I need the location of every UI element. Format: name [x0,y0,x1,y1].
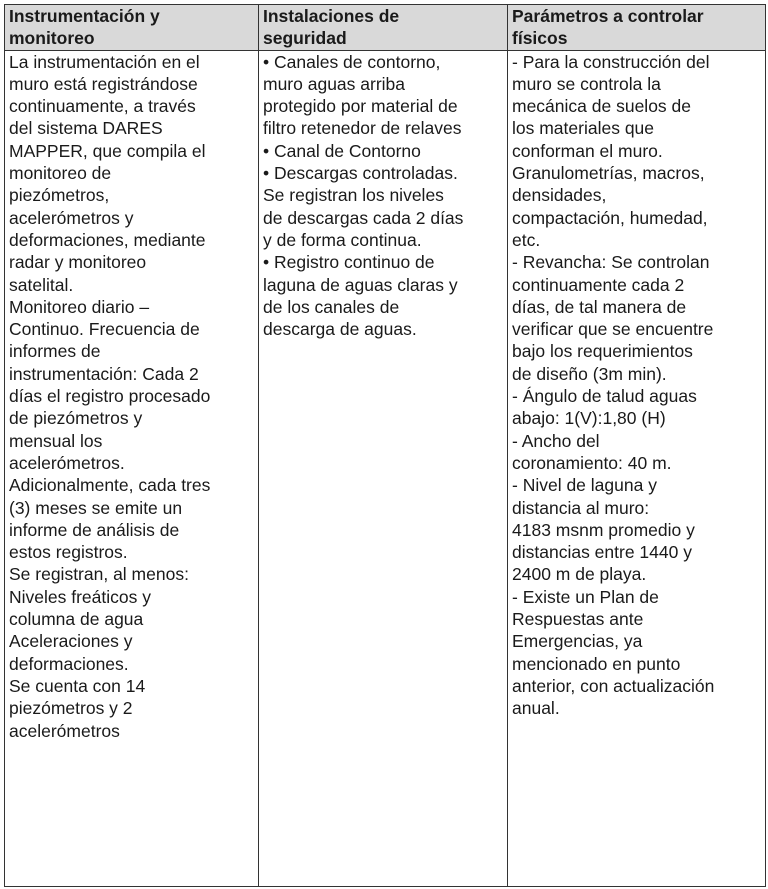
text-line: acelerómetros [9,720,120,741]
text-line: protegido por material de [263,96,458,117]
text-line: 2400 m de playa. [512,564,647,585]
text-line: Continuo. Frecuencia de [9,319,200,340]
text-line: bajo los requerimientos [512,341,693,362]
text-line: continuamente, a través [9,96,196,117]
header-instalaciones [259,5,508,51]
text-line: mecánica de suelos de [512,96,691,117]
header-line: Instrumentación y [9,6,160,26]
text-line: acelerómetros. [9,452,125,473]
text-line: columna de agua [9,609,144,630]
text-line: los materiales que [512,118,655,139]
text-line: (3) meses se emite un [9,497,183,518]
text-line: • Canales de contorno, [263,51,441,72]
text-line: días, de tal manera de [512,296,687,317]
header-line: Instalaciones de [263,6,400,26]
text-line: Aceleraciones y [9,631,133,652]
text-line: verificar que se encuentre [512,319,714,340]
text-line: laguna de aguas claras y [263,274,458,295]
text-line: acelerómetros y [9,207,134,228]
text-line: abajo: 1(V):1,80 (H) [512,408,666,429]
text-line: - Revancha: Se controlan [512,252,710,273]
header-line: Parámetros a controlar [512,6,704,26]
text-line: Adicionalmente, cada tres [9,475,211,496]
text-line: muro está registrándose [9,73,198,94]
text-line: - Para la construcción del [512,51,710,72]
text-line: y de forma continua. [263,229,422,250]
text-line: anual. [512,698,560,719]
text-line: Granulometrías, macros, [512,163,705,184]
text-line: densidades, [512,185,607,206]
text-line: Respuestas ante [512,609,644,630]
text-line: piezómetros y 2 [9,698,133,719]
text-line: estos registros. [9,542,128,563]
text-line: • Registro continuo de [263,252,435,273]
text-line: etc. [512,229,541,250]
text-line: - Ancho del [512,430,600,451]
text-line: 4183 msnm promedio y [512,519,695,540]
text-line: mensual los [9,430,103,451]
header-line: físicos [512,28,568,49]
text-line: de descargas cada 2 días [263,207,464,228]
text-line: compactación, humedad, [512,207,708,228]
text-line: piezómetros, [9,185,110,206]
header-line: monitoreo [9,28,95,49]
text-line: distancias entre 1440 y [512,542,692,563]
text-line: muro aguas arriba [263,73,406,94]
text-line: Emergencias, ya [512,631,643,652]
header-instrumentacion [5,5,259,51]
text-line: • Canal de Contorno [263,140,421,161]
table-row [5,50,766,886]
table-header [5,5,766,51]
text-line: monitoreo de [9,163,112,184]
text-line: deformaciones, mediante [9,229,206,250]
text-line: La instrumentación en el [9,51,200,72]
text-line: Se registran los niveles [263,185,444,206]
text-line: radar y monitoreo [9,252,147,273]
text-line: del sistema DARES [9,118,163,139]
text-line: conforman el muro. [512,140,663,161]
text-line: descarga de aguas. [263,319,417,340]
text-line: instrumentación: Cada 2 [9,363,199,384]
text-line: distancia al muro: [512,497,650,518]
text-line: de los canales de [263,296,400,317]
text-line: - Ángulo de talud aguas [512,386,697,407]
text-line: • Descargas controladas. [263,163,458,184]
text-line: deformaciones. [9,653,129,674]
header-line: seguridad [263,28,347,49]
text-line: Niveles freáticos y [9,586,151,607]
text-line: coronamiento: 40 m. [512,452,672,473]
text-line: - Existe un Plan de [512,586,659,607]
cell-instalaciones [259,50,508,886]
document-table [4,4,766,887]
text-line: de piezómetros y [9,408,143,429]
text-line: filtro retenedor de relaves [263,118,462,139]
text-line: Se cuenta con 14 [9,675,146,696]
text-line: satelital. [9,274,74,295]
text-line: informe de análisis de [9,519,180,540]
text-line: anterior, con actualización [512,675,715,696]
text-line: días el registro procesado [9,386,211,407]
text-line: Se registran, al menos: [9,564,189,585]
table-body [5,50,766,886]
header-parametros [508,5,766,51]
cell-parametros [508,50,766,886]
text-line: de diseño (3m min). [512,363,667,384]
header-row [5,5,766,51]
text-line: mencionado en punto [512,653,681,674]
text-line: Monitoreo diario – [9,296,150,317]
text-line: informes de [9,341,101,362]
text-line: muro se controla la [512,73,661,94]
text-line: continuamente cada 2 [512,274,685,295]
cell-instrumentacion [5,50,259,886]
text-line: MAPPER, que compila el [9,140,206,161]
text-line: - Nivel de laguna y [512,475,657,496]
